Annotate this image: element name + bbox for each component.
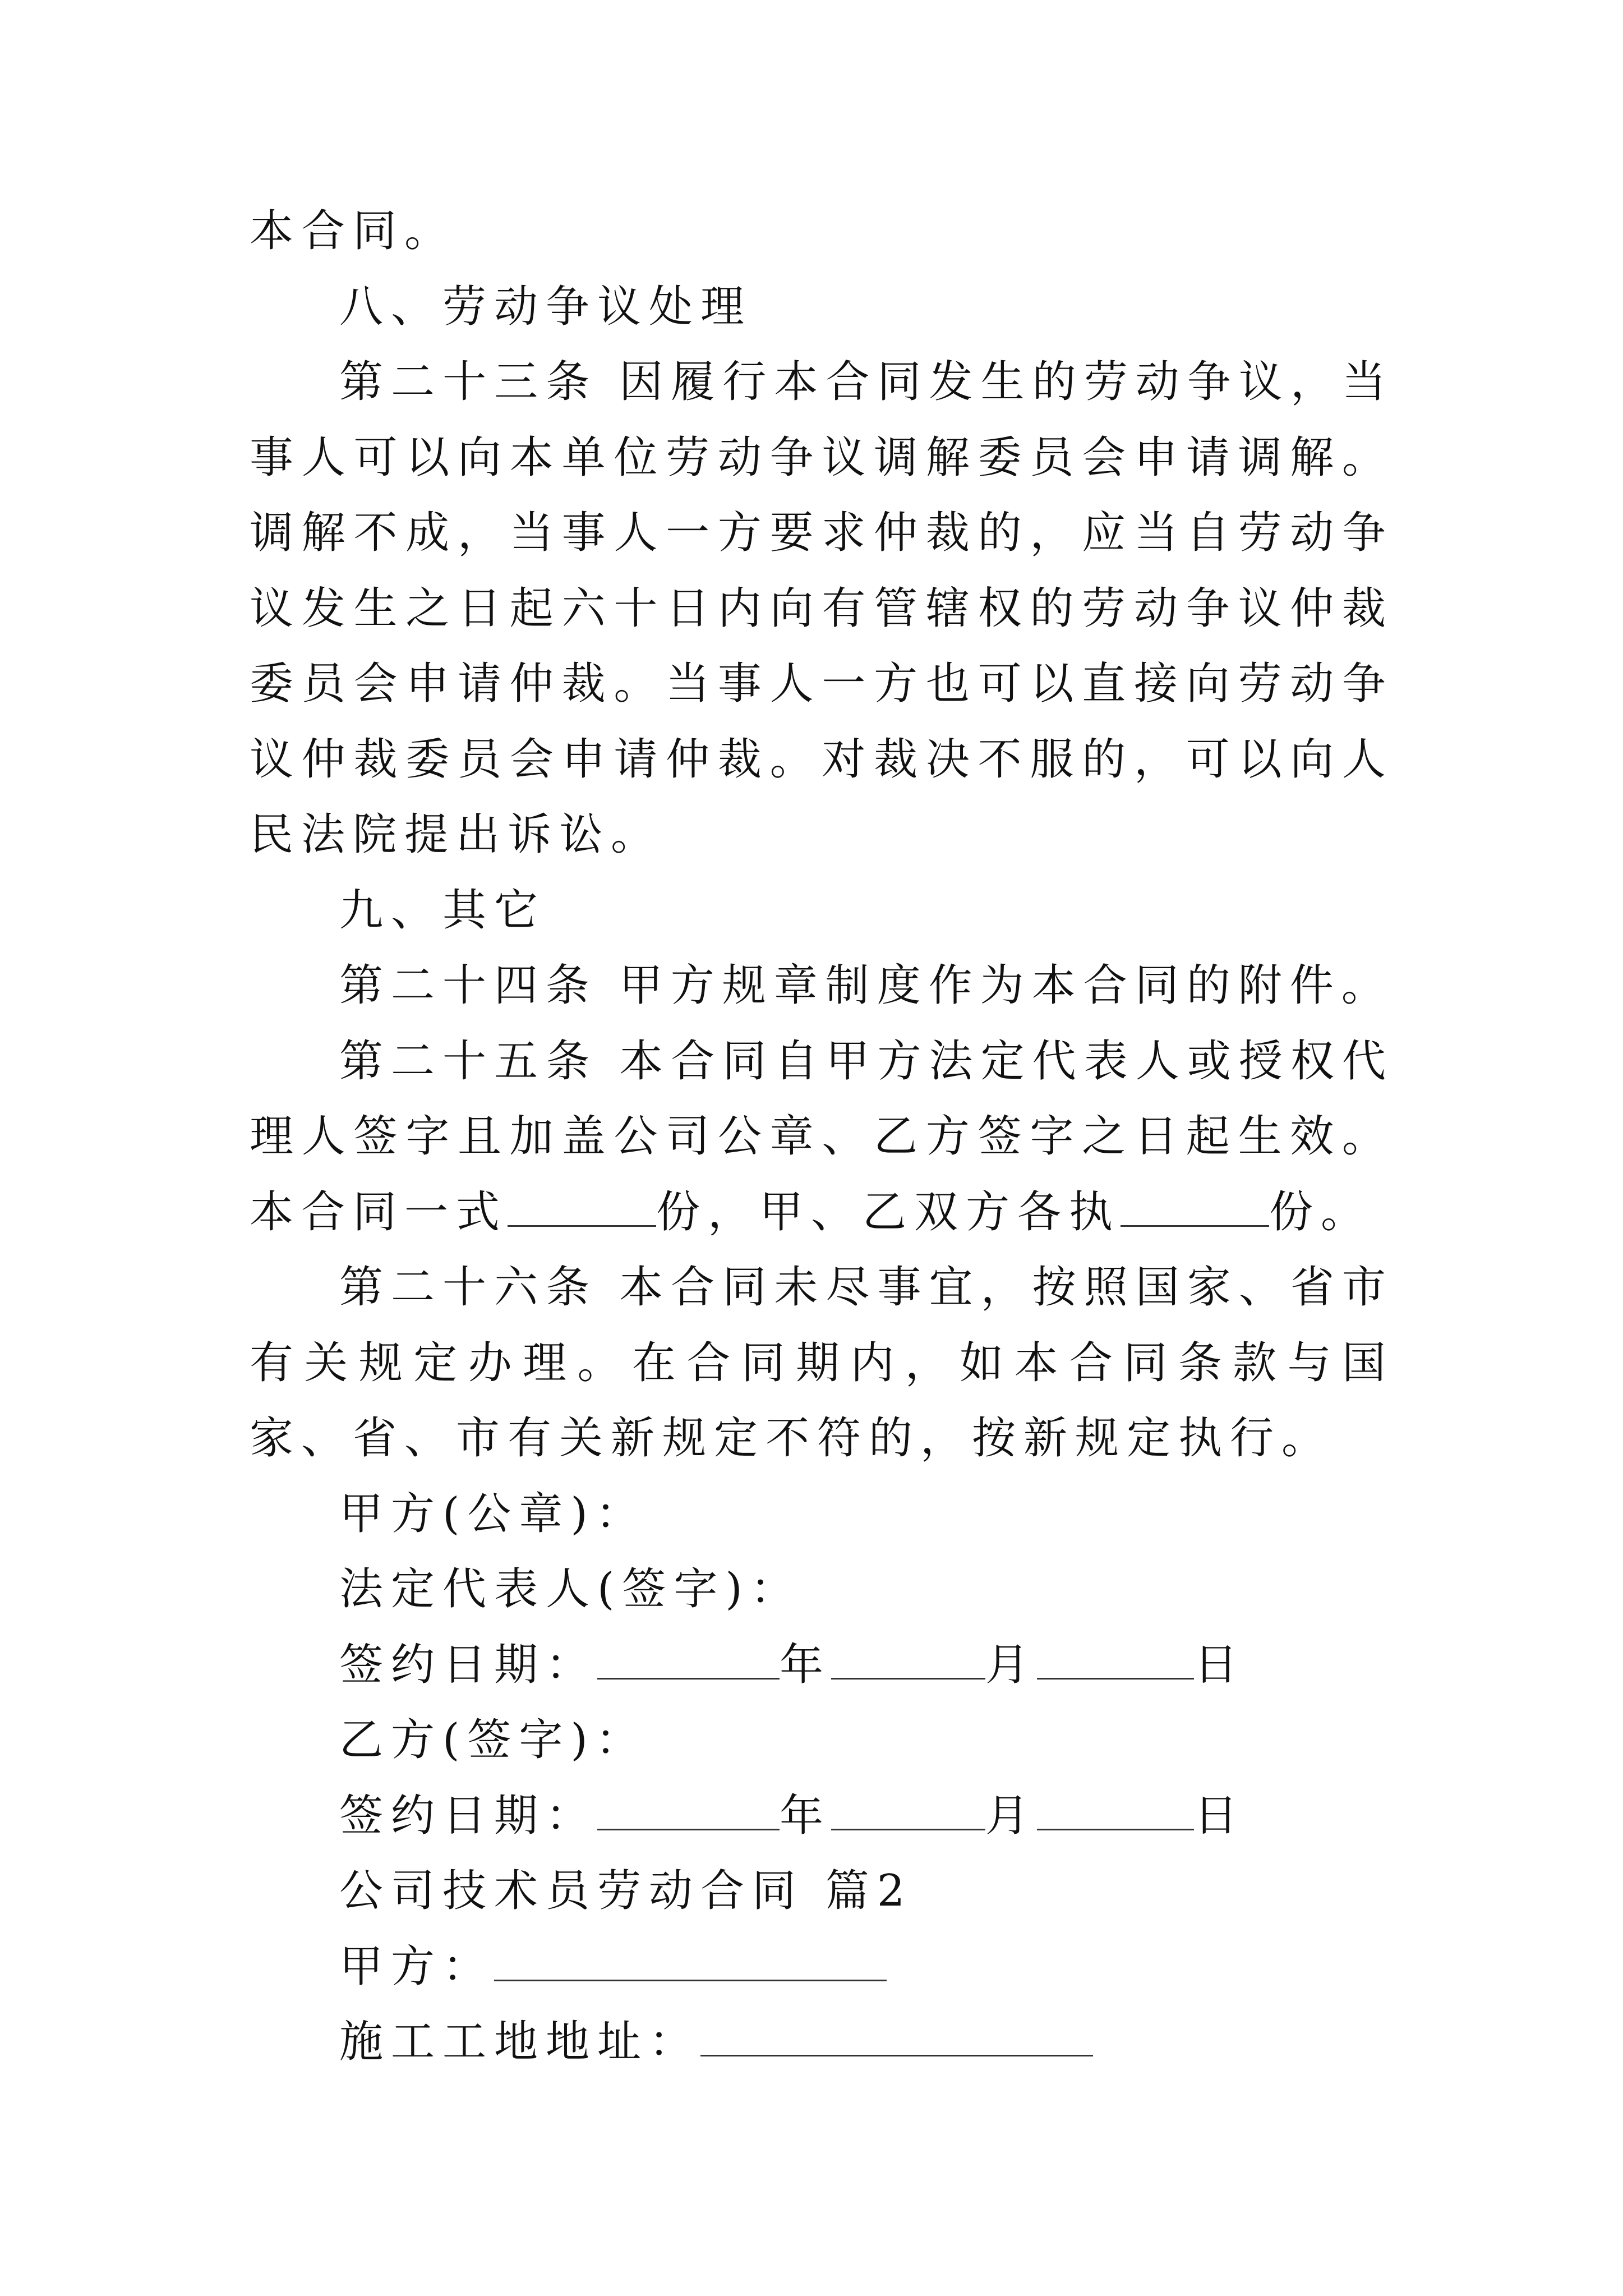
article-26: 第二十六条 本合同未尽事宜，按照国家、省市有关规定办理。在合同期内，如本合同条款与国家、省、市有关新规定不符的，按新规定执行。 (250, 1262, 1394, 1464)
party-b-sign-date-line (250, 1778, 1394, 1854)
month-blank[interactable] (831, 1795, 985, 1830)
contract-part2-title: 公司技术员劳动合同 篇2 (339, 1866, 913, 1916)
copies-each-blank[interactable] (1121, 1191, 1269, 1227)
sign-date-label: 签约日期： (339, 1639, 598, 1690)
year-blank[interactable] (597, 1644, 780, 1680)
article-23: 第二十三条 因履行本合同发生的劳动争议，当事人可以向本单位劳动争议调解委员会申请调解。调解不成，当事人一方要求仲裁的，应当自劳动争议发生之日起六十日内向有管辖权的劳动争议仲裁委员会申请仲裁。当事人一方也可以直接向劳动争议仲裁委员会申请仲裁。对裁决不服的，可以向人民法院提出诉讼。 (250, 357, 1394, 860)
day-label: 日 (1194, 1639, 1246, 1690)
section-heading-other: 九、其它 (339, 885, 546, 936)
copies-total-blank[interactable] (508, 1191, 656, 1227)
article-25-text: 第二十五条 本合同自甲方法定代表人或授权代理人签字且加盖公司公章、乙方签字之日起生效。本合同一式 (250, 1036, 1394, 1237)
party-a-line (250, 1929, 1394, 2005)
party-a-seal-label: 甲方(公章)： (339, 1488, 647, 1539)
site-address-blank[interactable] (700, 2021, 1093, 2056)
party-a-blank[interactable] (494, 1946, 887, 1981)
article-25-copies-text: 份，甲、乙双方各执 (656, 1186, 1121, 1237)
month-blank[interactable] (831, 1644, 985, 1680)
site-address-line (250, 2004, 1394, 2080)
contract-body (250, 194, 1394, 2080)
day-label: 日 (1194, 1790, 1246, 1841)
year-label: 年 (780, 1790, 832, 1841)
party-a-label: 甲方： (339, 1941, 495, 1992)
article-25-end-text: 份。 (1269, 1186, 1373, 1237)
day-blank[interactable] (1037, 1644, 1194, 1680)
month-label: 月 (985, 1790, 1038, 1841)
legal-representative-label: 法定代表人(签字)： (339, 1564, 802, 1614)
month-label: 月 (985, 1639, 1038, 1690)
year-blank[interactable] (597, 1795, 780, 1830)
party-b-sign-label: 乙方(签字)： (339, 1715, 647, 1765)
section-heading-labor-dispute: 八、劳动争议处理 (339, 281, 753, 332)
party-a-sign-date-line (250, 1627, 1394, 1703)
day-blank[interactable] (1037, 1795, 1194, 1830)
site-address-label: 施工工地地址： (339, 2017, 701, 2067)
paragraph-continuation: 本合同。 (250, 206, 457, 256)
article-25 (250, 1024, 1394, 1250)
article-24: 第二十四条 甲方规章制度作为本合同的附件。 (339, 960, 1393, 1011)
sign-date-label: 签约日期： (339, 1790, 598, 1841)
year-label: 年 (780, 1639, 832, 1690)
